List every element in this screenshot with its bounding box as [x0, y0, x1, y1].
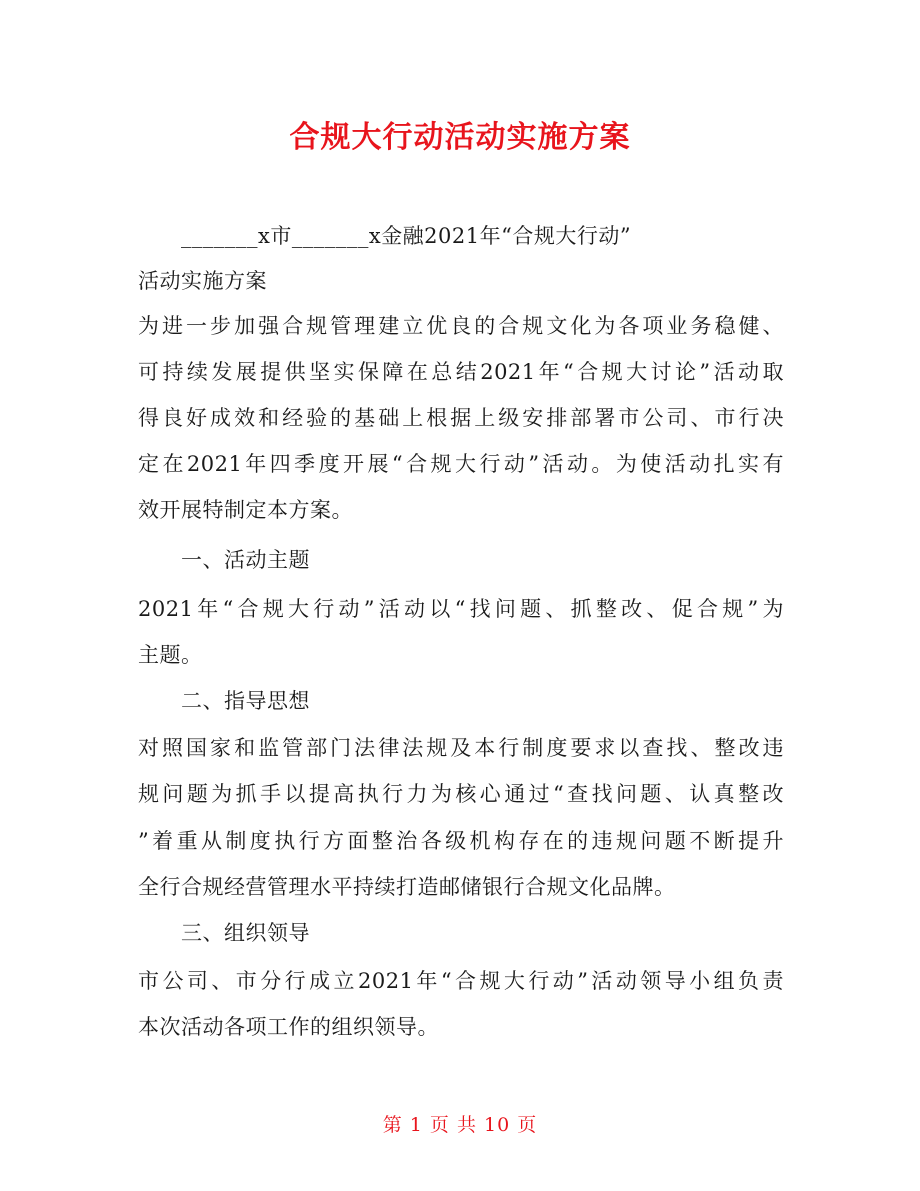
- paragraph-line: 对照国家和监管部门法律法规及本行制度要求以查找、整改违: [138, 736, 784, 760]
- section-heading-guidance: 二、指导思想: [181, 689, 310, 713]
- paragraph-line: 得良好成效和经验的基础上根据上级安排部署市公司、市行决: [138, 406, 784, 430]
- page-number-footer: 第 1 页 共 10 页: [382, 1114, 538, 1136]
- subtitle-line: _______x市_______x金融2021年“合规大行动”: [181, 224, 632, 248]
- paragraph-line: 为进一步加强合规管理建立优良的合规文化为各项业务稳健、: [138, 314, 784, 338]
- paragraph-line: 可持续发展提供坚实保障在总结2021年“合规大讨论”活动取: [138, 360, 784, 384]
- subtitle-line-continued: 活动实施方案: [138, 269, 267, 293]
- paragraph-line: 2021年“合规大行动”活动以“找问题、抓整改、促合规”为: [138, 597, 784, 621]
- paragraph-line: 主题。: [138, 643, 203, 667]
- paragraph-line: 市公司、市分行成立2021年“合规大行动”活动领导小组负责: [138, 969, 784, 993]
- paragraph-line: 全行合规经营管理水平持续打造邮储银行合规文化品牌。: [138, 875, 676, 899]
- paragraph-line: 本次活动各项工作的组织领导。: [138, 1015, 439, 1039]
- paragraph-line: ”着重从制度执行方面整治各级机构存在的违规问题不断提升: [138, 829, 784, 853]
- paragraph-line: 规问题为抓手以提高执行力为核心通过“查找问题、认真整改: [138, 782, 784, 806]
- section-heading-theme: 一、活动主题: [181, 548, 310, 572]
- paragraph-line: 定在2021年四季度开展“合规大行动”活动。为使活动扎实有: [138, 452, 784, 476]
- paragraph-line: 效开展特制定本方案。: [138, 498, 353, 522]
- section-heading-organization: 三、组织领导: [181, 921, 310, 945]
- page-title: 合规大行动活动实施方案: [289, 120, 631, 155]
